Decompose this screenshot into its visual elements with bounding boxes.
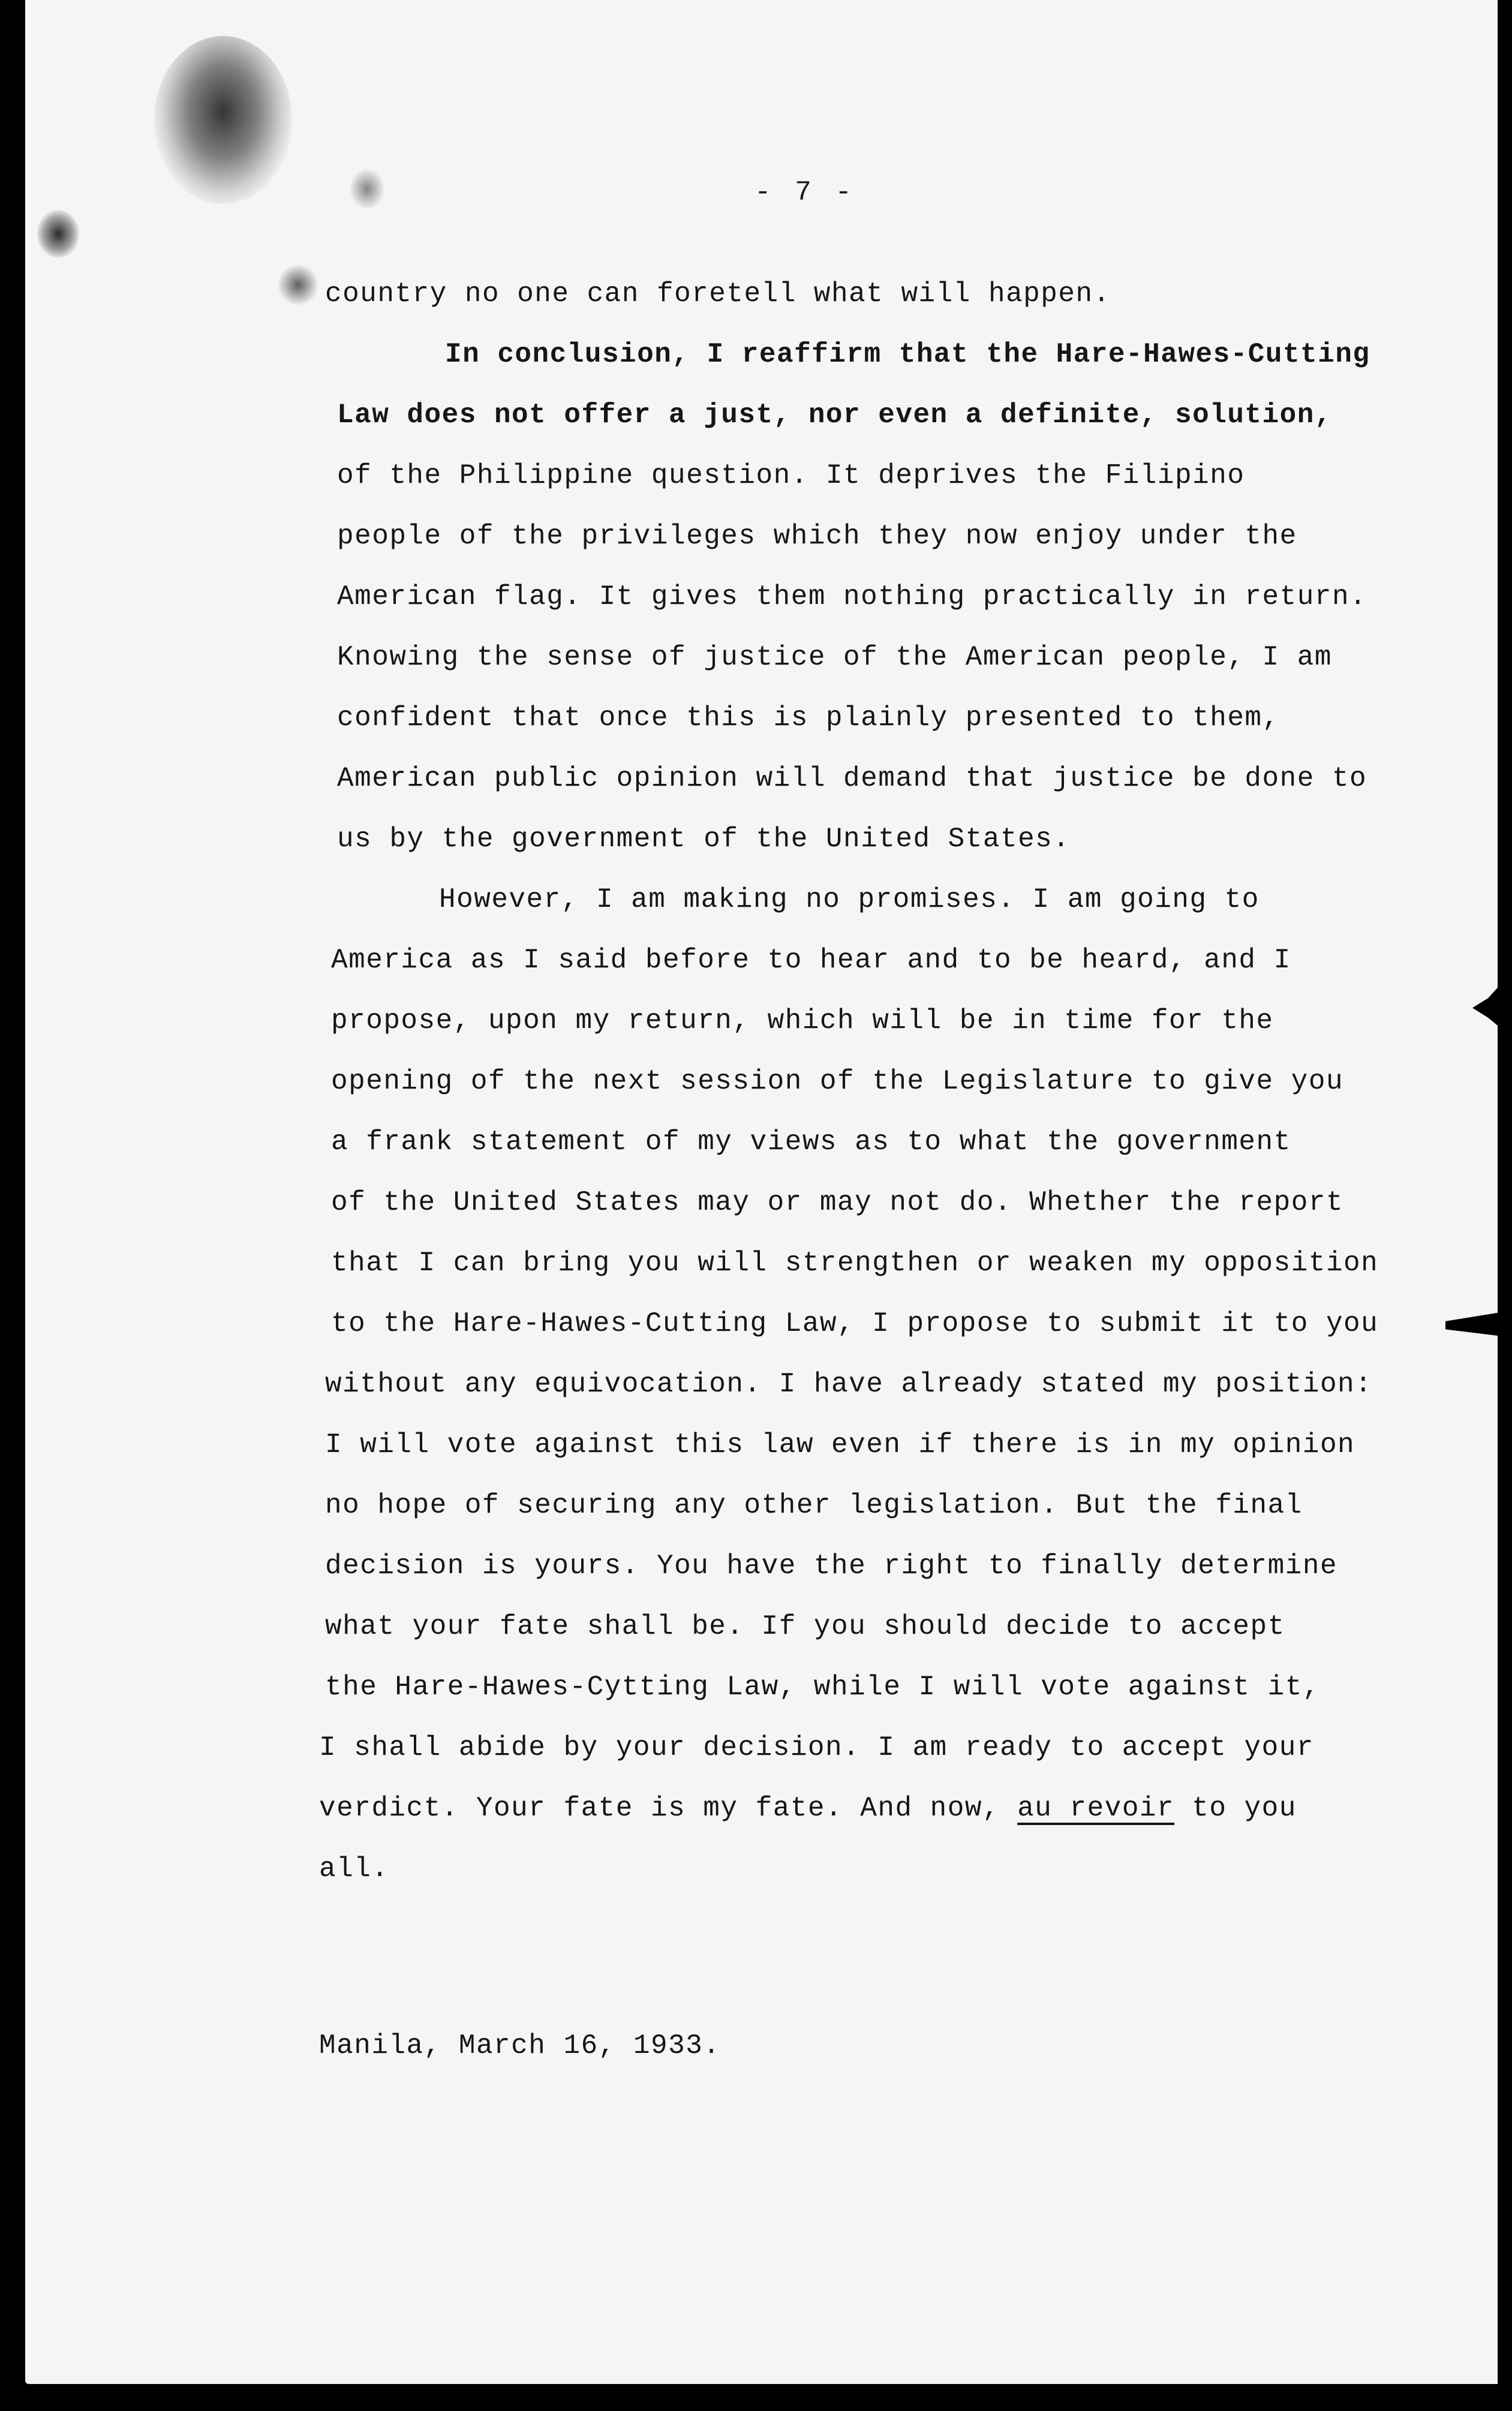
text-line — [295, 324, 1447, 385]
underlined-phrase: au revoir — [1017, 1793, 1175, 1824]
text-line — [295, 567, 1447, 627]
text-line — [295, 446, 1447, 506]
text-line-content: the Hare-Hawes-Cytting Law, while I will vote against it, — [325, 1672, 1320, 1703]
text-line — [295, 627, 1447, 688]
text-line-tail: to you — [1174, 1793, 1297, 1824]
text-line-content: I shall abide by your decision. I am ready to accept your — [319, 1732, 1314, 1763]
text-line-content: American flag. It gives them nothing practically in return. — [337, 581, 1367, 612]
text-line — [295, 870, 1447, 930]
text-line-content: Knowing the sense of justice of the American people, I am — [337, 642, 1332, 673]
text-line — [295, 1718, 1447, 1778]
text-line — [295, 1173, 1447, 1233]
document-page — [25, 0, 1498, 2384]
text-line-content: no hope of securing any other legislation. But the final — [325, 1490, 1303, 1521]
text-line — [295, 1657, 1447, 1718]
signoff-date-line: Manila, March 16, 1933. — [319, 2030, 721, 2061]
text-line-content: people of the privileges which they now enjoy under the — [337, 521, 1297, 552]
text-line — [295, 991, 1447, 1051]
text-line — [295, 1536, 1447, 1597]
text-line-content: America as I said before to hear and to be heard, and I — [331, 945, 1291, 976]
text-line-content: In conclusion, I reaffirm that the Hare-Hawes-Cutting — [445, 339, 1370, 370]
text-line — [295, 385, 1447, 446]
text-line-content: decision is yours. You have the right to finally determine — [325, 1550, 1338, 1582]
text-line — [295, 1475, 1447, 1536]
text-line — [295, 1354, 1447, 1415]
text-line — [295, 264, 1447, 324]
text-line-content: However, I am making no promises. I am going to — [439, 884, 1260, 915]
text-line — [295, 930, 1447, 991]
text-line-content: confident that once this is plainly presented to them, — [337, 702, 1280, 733]
text-line — [295, 1233, 1447, 1294]
text-line — [295, 1112, 1447, 1173]
ink-stain — [154, 36, 292, 204]
text-line — [295, 506, 1447, 567]
text-line — [295, 1778, 1447, 1839]
text-line — [295, 1839, 1447, 1899]
text-line-content: us by the government of the United States. — [337, 823, 1071, 855]
text-line-content: to the Hare-Hawes-Cutting Law, I propose to submit it to you — [331, 1308, 1379, 1339]
text-line-content: that I can bring you will strengthen or weaken my opposition — [331, 1247, 1379, 1279]
text-line — [295, 748, 1447, 809]
text-line-content: country no one can foretell what will happen. — [325, 278, 1111, 309]
text-line-content: verdict. Your fate is my fate. And now, — [319, 1793, 1000, 1824]
text-line-content: Law does not offer a just, nor even a definite, solution, — [337, 399, 1332, 431]
text-line-content: opening of the next session of the Legislature to give you — [331, 1066, 1344, 1097]
text-line — [295, 809, 1447, 870]
page-number: - 7 - — [754, 177, 856, 208]
letter-body — [295, 264, 1447, 1899]
text-line — [295, 688, 1447, 748]
text-line-content: a frank statement of my views as to what the government — [331, 1126, 1291, 1158]
text-line-content: without any equivocation. I have already stated my position: — [325, 1369, 1373, 1400]
ink-speck — [349, 168, 385, 210]
text-line-content: all. — [319, 1853, 389, 1884]
text-line-content: of the United States may or may not do. Whether the report — [331, 1187, 1344, 1218]
text-line-content: I will vote against this law even if there is in my opinion — [325, 1429, 1355, 1460]
text-line-content: American public opinion will demand that justice be done to — [337, 763, 1367, 794]
text-line-content: of the Philippine question. It deprives the Filipino — [337, 460, 1245, 491]
text-line — [295, 1294, 1447, 1354]
text-line-content: propose, upon my return, which will be in time for the — [331, 1005, 1274, 1036]
text-line — [295, 1415, 1447, 1475]
ink-spot — [37, 210, 79, 258]
text-line — [295, 1051, 1447, 1112]
text-line-content: what your fate shall be. If you should decide to accept — [325, 1611, 1285, 1642]
text-line — [295, 1597, 1447, 1657]
